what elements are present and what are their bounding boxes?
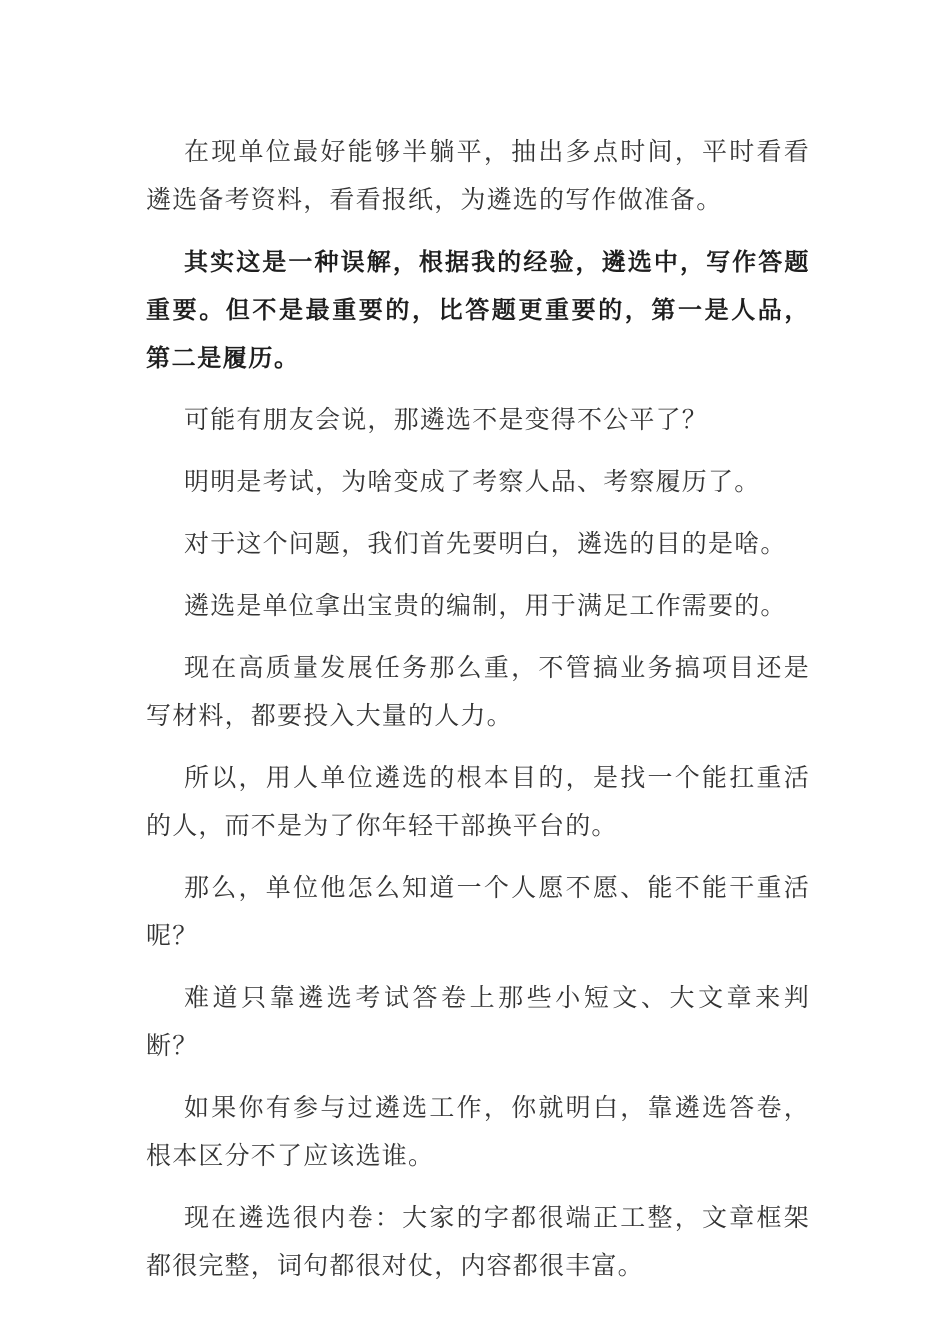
paragraph: 所以，用人单位遴选的根本目的，是找一个能扛重活的人，而不是为了你年轻干部换平台的。 [146, 763, 810, 840]
paragraph: 在现单位最好能够半躺平，抽出多点时间，平时看看遴选备考资料，看看报纸，为遴选的写作做准备。 [146, 137, 810, 214]
paragraph-bold: 其实这是一种误解，根据我的经验，遴选中，写作答题重要。但不是最重要的，比答题更重要的，第一是人品，第二是履历。 [146, 248, 810, 372]
paragraph: 难道只靠遴选考试答卷上那些小短文、大文章来判断？ [146, 983, 810, 1060]
paragraph: 现在遴选很内卷：大家的字都很端正工整，文章框架都很完整，词句都很对仗，内容都很丰富。 [146, 1203, 810, 1280]
paragraph: 明明是考试，为啥变成了考察人品、考察履历了。 [184, 467, 761, 496]
paragraph: 那么，单位他怎么知道一个人愿不愿、能不能干重活呢？ [146, 873, 810, 950]
paragraph: 可能有朋友会说，那遴选不是变得不公平了？ [184, 405, 709, 434]
paragraph: 如果你有参与过遴选工作，你就明白，靠遴选答卷，根本区分不了应该选谁。 [146, 1093, 810, 1170]
paragraph: 现在高质量发展任务那么重，不管搞业务搞项目还是写材料，都要投入大量的人力。 [146, 653, 810, 730]
paragraph: 遴选是单位拿出宝贵的编制，用于满足工作需要的。 [184, 591, 787, 620]
paragraph: 对于这个问题，我们首先要明白，遴选的目的是啥。 [184, 529, 787, 558]
document-body [146, 128, 810, 1304]
